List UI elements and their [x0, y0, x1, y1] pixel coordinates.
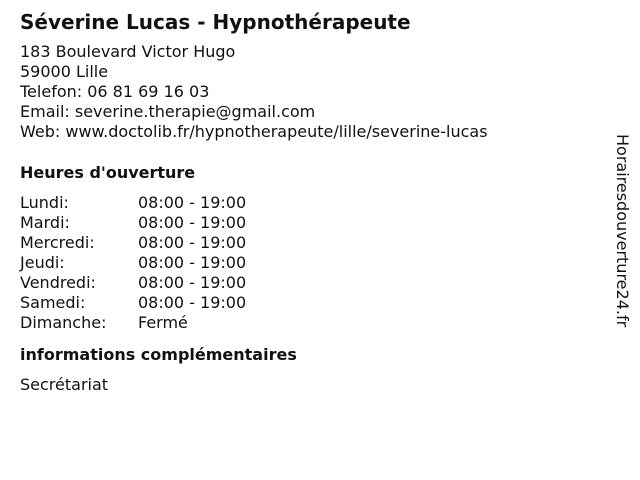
day-label: Jeudi:: [20, 253, 65, 272]
hours-row-monday: [20, 193, 600, 213]
opening-hours-list: [20, 193, 600, 333]
day-label: Dimanche:: [20, 313, 107, 332]
time-value: 08:00 - 19:00: [138, 253, 247, 272]
additional-info-value: Secrétariat: [20, 375, 109, 394]
business-name: Séverine Lucas - Hypnothérapeute: [20, 10, 411, 34]
hours-row-sunday: [20, 313, 600, 333]
time-value: 08:00 - 19:00: [138, 273, 247, 292]
time-value: Fermé: [138, 313, 188, 332]
business-card: [20, 8, 600, 395]
address-line-1: 183 Boulevard Victor Hugo: [20, 42, 236, 61]
watermark-site-label: Horairesdouverture24.fr: [613, 134, 632, 328]
address-line-2: 59000 Lille: [20, 62, 109, 81]
time-value: 08:00 - 19:00: [138, 193, 247, 212]
hours-row-wednesday: [20, 233, 600, 253]
day-label: Lundi:: [20, 193, 69, 212]
time-value: 08:00 - 19:00: [138, 213, 247, 232]
time-value: 08:00 - 19:00: [138, 233, 247, 252]
day-label: Samedi:: [20, 293, 86, 312]
opening-hours-heading: Heures d'ouverture: [20, 163, 196, 182]
additional-info-heading: informations complémentaires: [20, 345, 297, 364]
email-line: Email: severine.therapie@gmail.com: [20, 102, 316, 121]
phone-line: Telefon: 06 81 69 16 03: [20, 82, 210, 101]
hours-row-friday: [20, 273, 600, 293]
web-line: Web: www.doctolib.fr/hypnotherapeute/lille/severine-lucas: [20, 122, 488, 141]
hours-row-thursday: [20, 253, 600, 273]
day-label: Mercredi:: [20, 233, 95, 252]
hours-row-tuesday: [20, 213, 600, 233]
time-value: 08:00 - 19:00: [138, 293, 247, 312]
day-label: Vendredi:: [20, 273, 96, 292]
hours-row-saturday: [20, 293, 600, 313]
day-label: Mardi:: [20, 213, 70, 232]
